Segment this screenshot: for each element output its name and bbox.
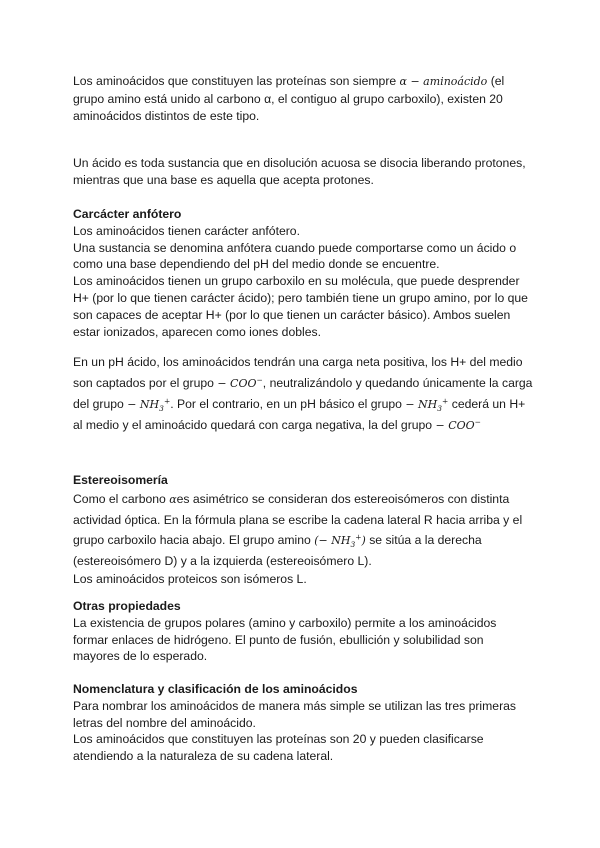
coo-formula-1: − COO− [217, 375, 263, 390]
section-nomenclatura [73, 681, 533, 765]
heading-nomenclatura: Nomenclatura y clasificación de los aminoácidos [73, 682, 358, 696]
intro-text-1: Los aminoácidos que constituyen las proteínas son siempre [73, 74, 400, 88]
intro-text-2: (el grupo amino está unido al carbono α, el contiguo al grupo carboxilo), existen 20 aminoácidos distintos de este tipo. [73, 74, 505, 123]
heading-anfotero: Carcácter anfótero [73, 207, 182, 221]
otras-p1: La existencia de grupos polares (amino y carboxilo) permite a los aminoácidos formar enlaces de hidrógeno. El punto de fusión, ebullición y solubilidad son mayores de lo esperado. [73, 615, 497, 664]
nh3-formula-2: − $NH_3^+$ [405, 396, 449, 414]
heading-otras-propiedades: Otras propiedades [73, 599, 181, 613]
nh3-formula-3: (− $NH_3^+$) [314, 532, 366, 549]
alpha-aminoacid-formula: α − aminoácido [399, 75, 488, 88]
anfotero-p3: Los aminoácidos tienen un grupo carboxilo en su molécula, que puede desprender H+ (por lo que tienen carácter ácido); pero también tiene un grupo amino, por lo que son capaces de aceptar H+ (por lo que tienen un carácter básico). Ambos suelen estar ionizados, aparecen como iones dobles. [73, 274, 528, 339]
alpha-symbol: α [169, 492, 177, 506]
nh3-formula-1: − $NH_3^+$ [127, 396, 171, 414]
ph-text-3: . Por el contrario, en un pH básico el grupo [170, 397, 406, 411]
section-estereo [73, 472, 533, 588]
acid-definition-text: Un ácido es toda sustancia que en disolución acuosa se disocia liberando protones, mientras que una base es aquella que acepta protones. [73, 156, 526, 187]
estereo-text-1: Como el carbono [73, 491, 170, 506]
nomen-p1: Para nombrar los aminoácidos de manera más simple se utilizan las tres primeras letras del nombre del aminoácido. [73, 698, 516, 730]
ph-text-1: En un pH ácido, los aminoácidos tendrán una carga neta positiva, los H+ del medio son captados por el grupo [73, 355, 523, 390]
estereo-text-2: es asimétrico se consideran dos estereoisómeros con distinta actividad óptica. En la fórmula plana se escribe la cadena lateral R hacia arriba y el grupo carboxilo hacia abajo. El grupo amino [73, 491, 523, 547]
anfotero-p2: Una sustancia se denomina anfótera cuando puede comportarse como un ácido o como una base dependiendo del pH del medio donde se encuentre. [73, 240, 517, 272]
intro-paragraph [73, 73, 533, 124]
heading-estereoisomeria: Estereoisomería [73, 473, 168, 487]
estereo-text-3: se sitúa a la derecha (estereoisómero D) y a la izquierda (estereoisómero L). [73, 532, 482, 568]
coo-formula-2: − COO− [435, 417, 481, 432]
nomen-p2: Los aminoácidos que constituyen las proteínas son 20 y pueden clasificarse atendiendo a la naturaleza de su cadena lateral. [73, 732, 484, 764]
ph-text-4: cederá un H+ al medio y el aminoácido quedará con carga negativa, la del grupo [73, 397, 526, 432]
acid-definition-paragraph [73, 155, 533, 189]
section-otras [73, 598, 533, 665]
ph-text-2: , neutralizándolo y quedando únicamente la carga del grupo [73, 376, 533, 411]
section-anfotero [73, 206, 533, 340]
estereo-p2: Los aminoácidos proteicos son isómeros L. [73, 571, 307, 586]
anfotero-p1: Los aminoácidos tienen carácter anfótero. [73, 223, 300, 238]
ph-paragraph [73, 352, 533, 436]
